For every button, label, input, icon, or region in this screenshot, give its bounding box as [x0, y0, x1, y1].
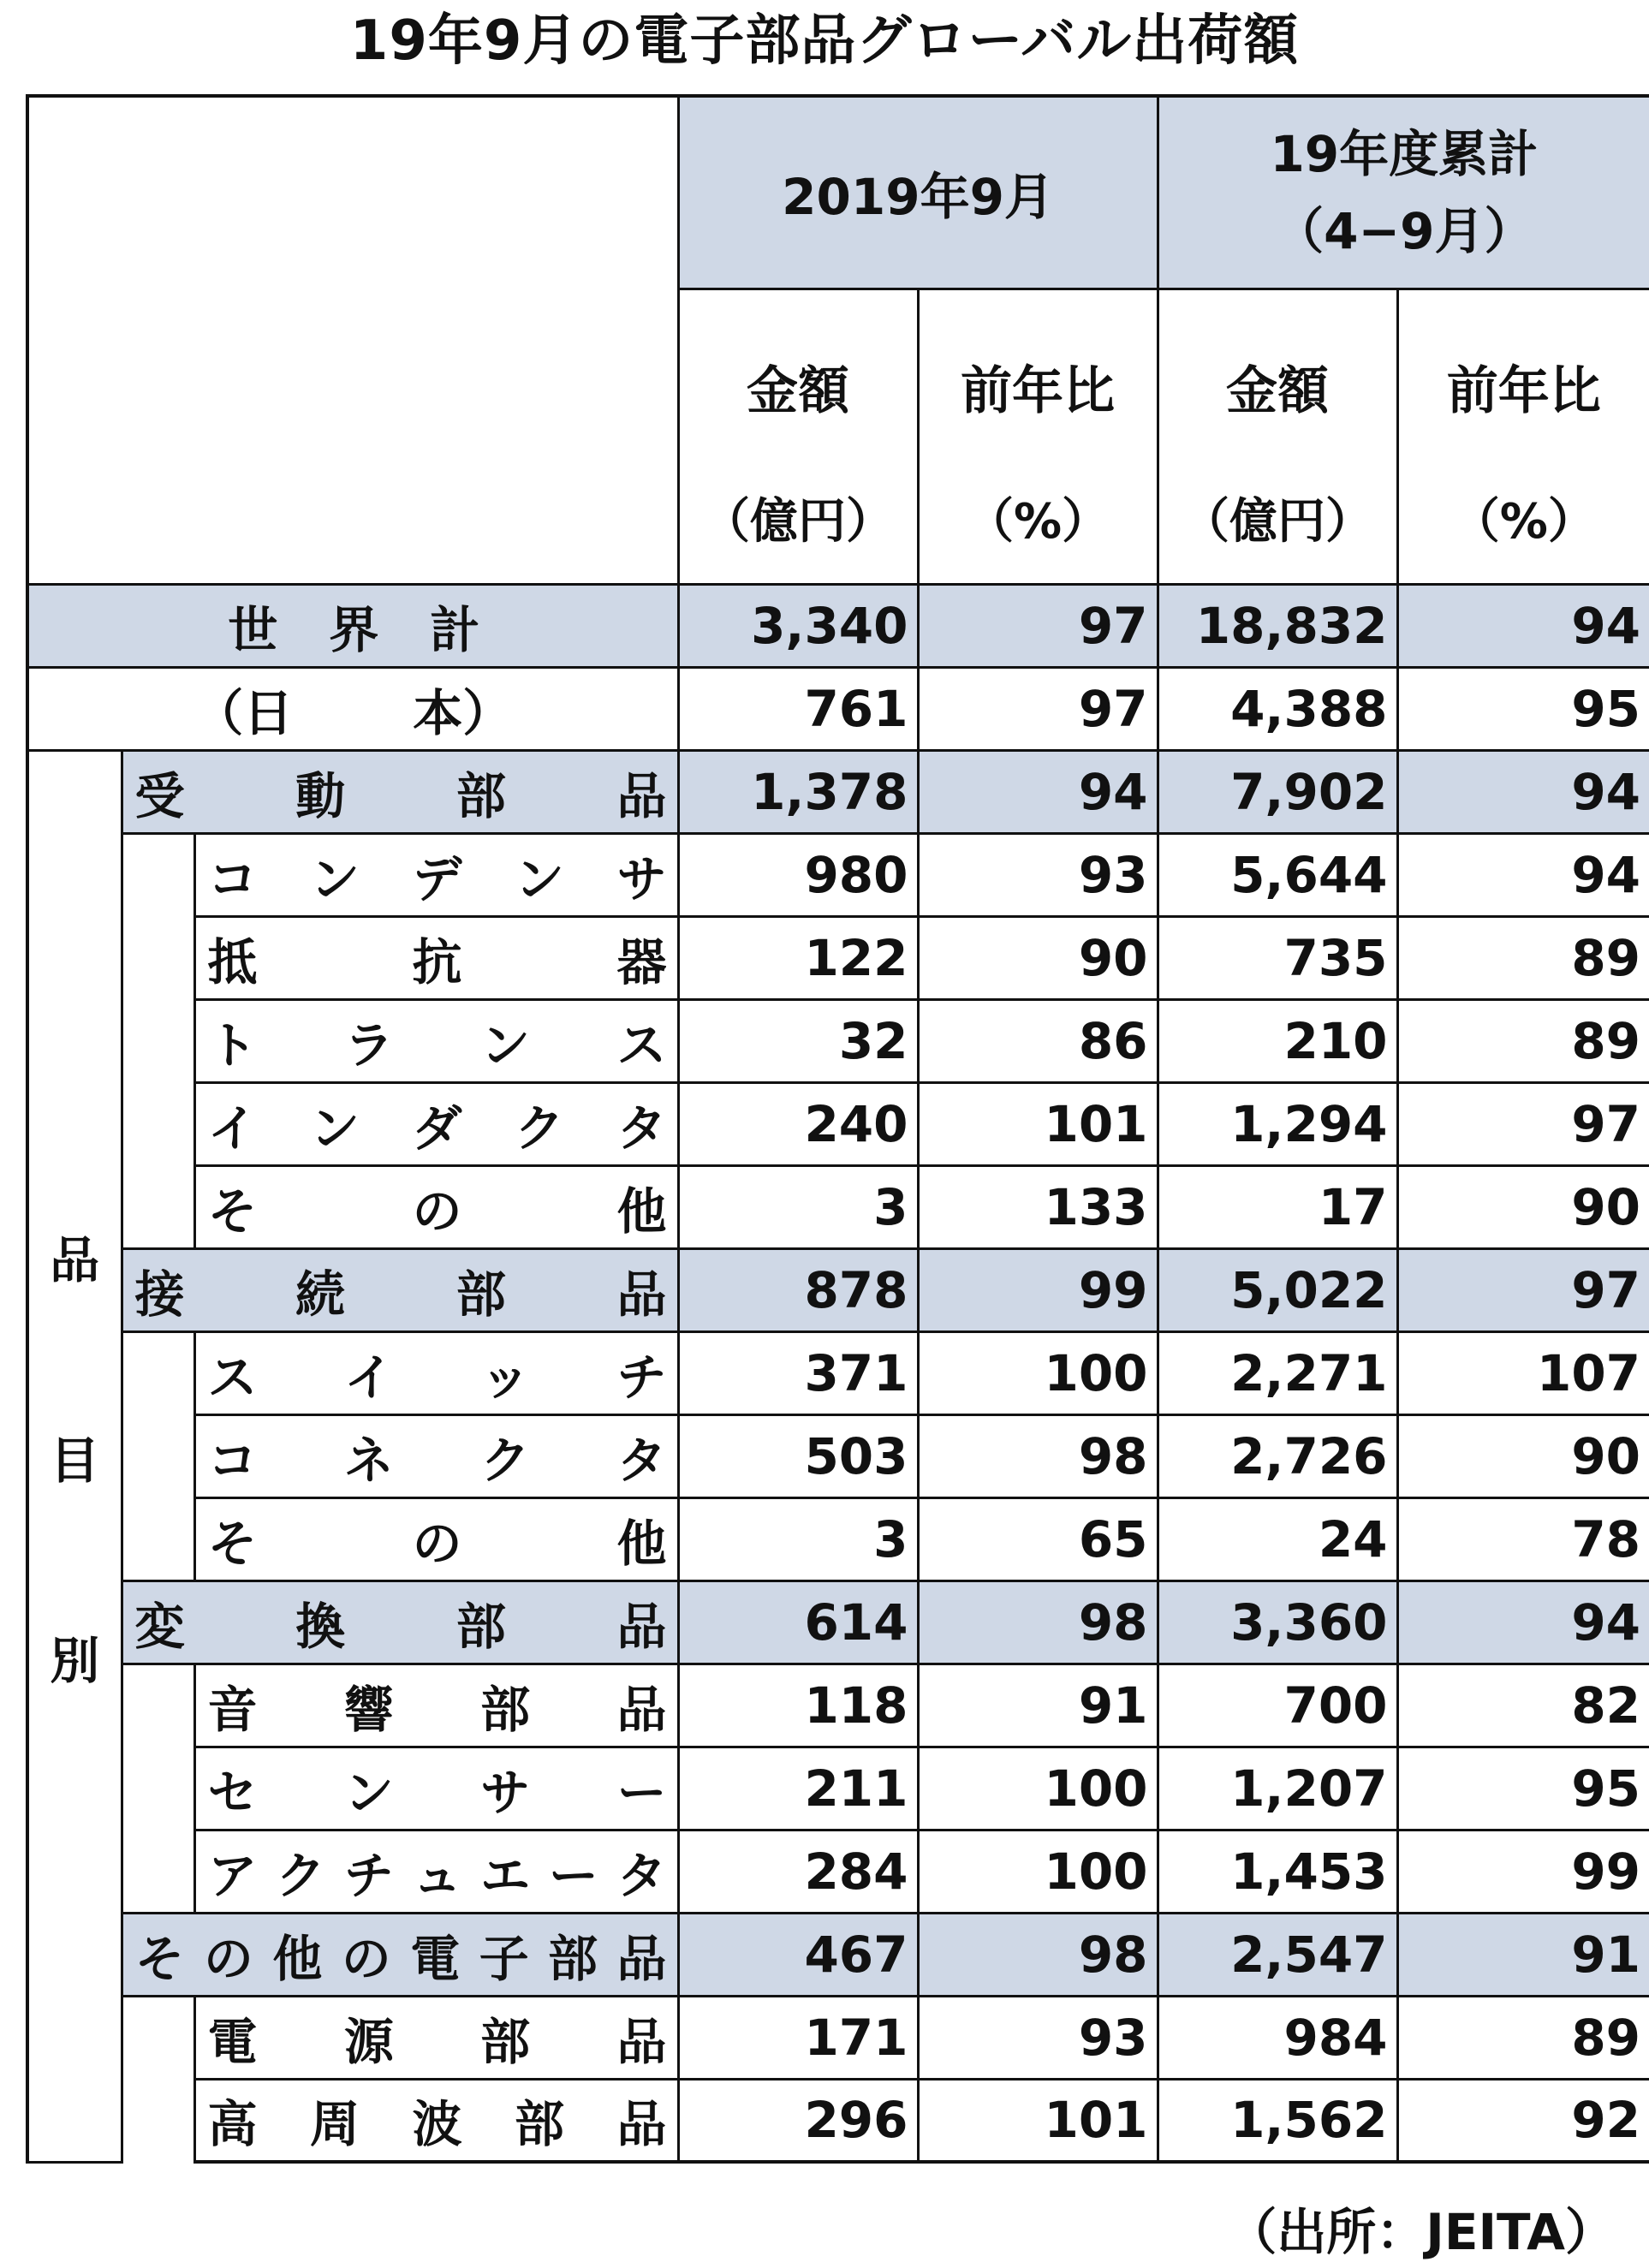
- table-row: [27, 1580, 1649, 1664]
- table-row: [27, 667, 1649, 750]
- header-ratio-label: 前年比: [1446, 360, 1601, 421]
- item-label-text: [196, 2084, 677, 2156]
- cum-amount-cell: 1,207: [1158, 1747, 1397, 1830]
- item-label-text-char: 品: [616, 1680, 667, 1739]
- item-label-text-char: ュ: [412, 1846, 462, 1905]
- group-label-text-char: 続: [295, 1265, 346, 1324]
- cum-ratio-cell: 89: [1397, 916, 1649, 999]
- cum-ratio-cell: 97: [1397, 1082, 1649, 1165]
- group-label-text: [123, 1586, 677, 1658]
- item-label-text: [196, 1005, 677, 1077]
- month-amount-cell: 980: [678, 833, 918, 916]
- item-label-text-char: ン: [310, 1098, 360, 1158]
- cum-amount-cell: 700: [1158, 1664, 1397, 1747]
- group-label-text-char: 部: [455, 1597, 506, 1656]
- item-label-text-char: コ: [207, 1431, 258, 1490]
- item-label-text-char: 部: [515, 2095, 565, 2154]
- table-row: [27, 1747, 1649, 1830]
- month-ratio-cell: 133: [918, 1165, 1158, 1248]
- header-amount-label: 金額: [1226, 360, 1330, 421]
- month-ratio-cell: 101: [918, 1082, 1158, 1165]
- group-label-text-char: 部: [455, 1265, 506, 1324]
- table-row: [27, 1165, 1649, 1248]
- item-label-text-char: ラ: [343, 1015, 394, 1074]
- item-label-text-char: ク: [276, 1846, 326, 1905]
- group-label-text-char: 動: [295, 766, 346, 825]
- month-amount-cell: 240: [678, 1082, 918, 1165]
- cum-ratio-cell: 97: [1397, 1248, 1649, 1331]
- table-row: [27, 1331, 1649, 1414]
- item-label-text-char: セ: [207, 1763, 258, 1822]
- month-amount-cell: 503: [678, 1414, 918, 1497]
- cum-ratio-cell: 91: [1397, 1913, 1649, 1996]
- table-body: [27, 584, 1649, 2162]
- month-ratio-cell: 98: [918, 1414, 1158, 1497]
- item-label-text-char: コ: [207, 849, 258, 908]
- month-amount-cell: 1,378: [678, 750, 918, 833]
- group-label-text-char: 品: [616, 1929, 667, 1988]
- month-ratio-cell: 93: [918, 833, 1158, 916]
- item-label-text-char: ー: [616, 1763, 667, 1822]
- month-amount-cell: 3: [678, 1165, 918, 1248]
- cum-ratio-cell: 94: [1397, 1580, 1649, 1664]
- item-label-text-char: タ: [616, 1098, 667, 1158]
- item-label-text-char: 電: [207, 2012, 258, 2071]
- header-ratio-unit: （%）: [965, 493, 1110, 550]
- cum-ratio-cell: 89: [1397, 999, 1649, 1082]
- item-label-text: [196, 1420, 677, 1492]
- month-ratio-cell: 90: [918, 916, 1158, 999]
- item-label: [194, 1830, 678, 1913]
- world-total-label: [27, 584, 678, 667]
- month-amount-cell: 296: [678, 2079, 918, 2162]
- side-label-char: 品: [50, 1230, 100, 1289]
- item-label-text-char: タ: [616, 1846, 667, 1905]
- header-amount-unit: （億円）: [702, 493, 895, 550]
- cum-amount-cell: 984: [1158, 1996, 1397, 2079]
- item-label-text: [196, 1088, 677, 1160]
- header-amount-label: 金額: [747, 360, 850, 421]
- table-row: [27, 1996, 1649, 2079]
- group-label-text: [123, 1254, 677, 1326]
- group-label: [122, 750, 678, 833]
- group-indent: [122, 1664, 194, 1913]
- world-total-label-text-char: 界: [329, 600, 379, 659]
- cum-amount-cell: 4,388: [1158, 667, 1397, 750]
- cum-ratio-cell: 89: [1397, 1996, 1649, 2079]
- header-amount-unit: （億円）: [1182, 493, 1374, 550]
- item-label-text-char: 器: [616, 932, 667, 991]
- table-row: [27, 916, 1649, 999]
- header-corner: [27, 96, 678, 584]
- cum-ratio-cell: 92: [1397, 2079, 1649, 2162]
- item-label-text-char: の: [412, 1182, 462, 1241]
- group-label-text-char: 部: [548, 1929, 598, 1988]
- group-indent: [122, 1996, 194, 2162]
- cum-ratio-cell: 95: [1397, 1747, 1649, 1830]
- item-label-text: [196, 2002, 677, 2074]
- item-label: [194, 1414, 678, 1497]
- group-label-text-char: そ: [134, 1929, 185, 1988]
- item-label: [194, 1165, 678, 1248]
- item-label-text-char: 響: [343, 1680, 394, 1739]
- cum-amount-cell: 735: [1158, 916, 1397, 999]
- month-ratio-cell: 86: [918, 999, 1158, 1082]
- cum-ratio-cell: 95: [1397, 667, 1649, 750]
- side-label-chars: [29, 1220, 121, 1693]
- item-label: [194, 2079, 678, 2162]
- item-label-text-char: ダ: [412, 1098, 462, 1158]
- cum-amount-cell: 2,726: [1158, 1414, 1397, 1497]
- world-total-label-text-char: 計: [430, 600, 480, 659]
- item-label-text-char: 部: [480, 2012, 531, 2071]
- cum-ratio-cell: 94: [1397, 833, 1649, 916]
- cum-amount-cell: 210: [1158, 999, 1397, 1082]
- group-label-text: [123, 1919, 677, 1991]
- group-label-text-char: 部: [455, 766, 506, 825]
- item-label-text-char: タ: [616, 1431, 667, 1490]
- item-label-text-char: イ: [207, 1098, 258, 1158]
- item-label-text-char: チ: [343, 1846, 394, 1905]
- item-label: [194, 999, 678, 1082]
- table-row: [27, 999, 1649, 1082]
- group-label-text-char: 受: [134, 766, 185, 825]
- item-label-text: [196, 1836, 677, 1908]
- item-label-text-char: ン: [310, 849, 360, 908]
- item-label-text-char: 他: [616, 1182, 667, 1241]
- group-label-text-char: 品: [616, 1597, 667, 1656]
- cum-ratio-cell: 82: [1397, 1664, 1649, 1747]
- month-amount-cell: 3: [678, 1497, 918, 1580]
- cum-ratio-cell: 94: [1397, 584, 1649, 667]
- item-label-text: [196, 1753, 677, 1825]
- item-label-text: [196, 1337, 677, 1409]
- group-label-text-char: 換: [295, 1597, 346, 1656]
- cum-amount-cell: 24: [1158, 1497, 1397, 1580]
- item-label-text-char: ー: [548, 1846, 598, 1905]
- item-label-text-char: エ: [480, 1846, 531, 1905]
- japan-label-text-char: （日: [193, 683, 294, 742]
- page-title: 19年9月の電子部品グローバル出荷額: [349, 9, 1300, 73]
- item-label: [194, 1082, 678, 1165]
- header-period-month-label: 2019年9月: [782, 167, 1054, 226]
- month-ratio-cell: 97: [918, 584, 1158, 667]
- item-label-text-char: ス: [207, 1348, 258, 1407]
- table-row: [27, 750, 1649, 833]
- group-label-text-char: 電: [410, 1929, 461, 1988]
- month-ratio-cell: 101: [918, 2079, 1158, 2162]
- cum-amount-cell: 1,453: [1158, 1830, 1397, 1913]
- group-label-text-char: 品: [616, 766, 667, 825]
- item-label-text-char: ッ: [480, 1348, 531, 1407]
- month-amount-cell: 32: [678, 999, 918, 1082]
- group-label-text-char: 品: [616, 1265, 667, 1324]
- month-amount-cell: 371: [678, 1331, 918, 1414]
- item-label-text-char: サ: [480, 1763, 531, 1822]
- world-total-label-text-char: 世: [228, 600, 278, 659]
- item-label-text-char: 抵: [207, 932, 258, 991]
- cum-ratio-cell: 78: [1397, 1497, 1649, 1580]
- month-amount-cell: 122: [678, 916, 918, 999]
- source-note: （出所：JEITA）: [1227, 2203, 1615, 2261]
- item-label-text: [196, 922, 677, 994]
- month-ratio-cell: 65: [918, 1497, 1158, 1580]
- cum-amount-cell: 2,547: [1158, 1913, 1397, 1996]
- item-label-text-char: そ: [207, 1514, 258, 1573]
- shipment-table-container: [26, 94, 1649, 2183]
- header-cumulative-line1: 19年度累計: [1270, 124, 1539, 183]
- month-ratio-cell: 93: [918, 1996, 1158, 2079]
- item-label-text-char: 源: [343, 2012, 394, 2071]
- header-period-cumulative: [1158, 96, 1649, 289]
- header-ratio-1: [918, 289, 1158, 584]
- item-label: [194, 916, 678, 999]
- item-label: [194, 1996, 678, 2079]
- item-label-text-char: ン: [480, 1015, 531, 1074]
- month-ratio-cell: 100: [918, 1747, 1158, 1830]
- month-amount-cell: 467: [678, 1913, 918, 1996]
- cum-ratio-cell: 90: [1397, 1414, 1649, 1497]
- cum-ratio-cell: 90: [1397, 1165, 1649, 1248]
- item-label-text-char: ク: [515, 1098, 565, 1158]
- group-indent: [122, 1331, 194, 1580]
- month-ratio-cell: 97: [918, 667, 1158, 750]
- table-row: [27, 1497, 1649, 1580]
- cum-amount-cell: 5,644: [1158, 833, 1397, 916]
- item-label-text: [196, 1503, 677, 1575]
- cum-amount-cell: 18,832: [1158, 584, 1397, 667]
- item-label-text-char: デ: [412, 849, 462, 908]
- item-label-text-char: ネ: [343, 1431, 394, 1490]
- item-label-text-char: サ: [616, 849, 667, 908]
- month-ratio-cell: 98: [918, 1913, 1158, 1996]
- group-label-text-char: 子: [479, 1929, 529, 1988]
- month-amount-cell: 171: [678, 1996, 918, 2079]
- item-label-text-char: 周: [310, 2095, 360, 2154]
- month-amount-cell: 3,340: [678, 584, 918, 667]
- cum-ratio-cell: 94: [1397, 750, 1649, 833]
- table-row: [27, 584, 1649, 667]
- table-row: [27, 1830, 1649, 1913]
- month-amount-cell: 614: [678, 1580, 918, 1664]
- cum-ratio-cell: 99: [1397, 1830, 1649, 1913]
- month-amount-cell: 211: [678, 1747, 918, 1830]
- item-label-text-char: 音: [207, 1680, 258, 1739]
- table-row: [27, 833, 1649, 916]
- item-label: [194, 1747, 678, 1830]
- item-label: [194, 1497, 678, 1580]
- item-label: [194, 1664, 678, 1747]
- item-label-text-char: ス: [616, 1015, 667, 1074]
- header-ratio-label: 前年比: [961, 360, 1116, 421]
- item-label-text-char: ク: [480, 1431, 531, 1490]
- cum-amount-cell: 5,022: [1158, 1248, 1397, 1331]
- japan-label-text: [29, 673, 677, 745]
- table-row: [27, 1082, 1649, 1165]
- item-label-text: [196, 839, 677, 911]
- header-period-month: [678, 96, 1158, 289]
- group-label-text: [123, 756, 677, 828]
- shipment-table: [26, 94, 1649, 2164]
- item-label-text-char: 抗: [412, 932, 462, 991]
- item-label-text-char: イ: [343, 1348, 394, 1407]
- table-row: [27, 1414, 1649, 1497]
- month-ratio-cell: 98: [918, 1580, 1158, 1664]
- item-label-text-char: そ: [207, 1182, 258, 1241]
- table-row: [27, 2079, 1649, 2162]
- month-amount-cell: 761: [678, 667, 918, 750]
- side-label-char: 目: [50, 1431, 100, 1490]
- cum-ratio-cell: 107: [1397, 1331, 1649, 1414]
- item-label-text-char: の: [412, 1514, 462, 1573]
- cum-amount-cell: 1,562: [1158, 2079, 1397, 2162]
- group-label: [122, 1248, 678, 1331]
- cum-amount-cell: 3,360: [1158, 1580, 1397, 1664]
- table-row: [27, 1248, 1649, 1331]
- month-amount-cell: 878: [678, 1248, 918, 1331]
- item-label: [194, 833, 678, 916]
- item-label-text-char: ン: [515, 849, 565, 908]
- header-ratio-2: [1397, 289, 1649, 584]
- item-label-text: [196, 1171, 677, 1243]
- item-category-side-label: [27, 750, 122, 2162]
- item-label-text-char: 部: [480, 1680, 531, 1739]
- group-label-text-char: 接: [134, 1265, 185, 1324]
- month-ratio-cell: 91: [918, 1664, 1158, 1747]
- table-row: [27, 1664, 1649, 1747]
- world-total-label-text: [29, 590, 677, 662]
- japan-label: [27, 667, 678, 750]
- item-label-text: [196, 1670, 677, 1741]
- cum-amount-cell: 2,271: [1158, 1331, 1397, 1414]
- group-label-text-char: の: [341, 1929, 391, 1988]
- header-amount-1: [678, 289, 918, 584]
- group-label: [122, 1913, 678, 1996]
- group-indent: [122, 833, 194, 1248]
- month-ratio-cell: 100: [918, 1331, 1158, 1414]
- item-label-text-char: ア: [207, 1846, 258, 1905]
- item-label-text-char: 波: [412, 2095, 462, 2154]
- side-label-char: 別: [50, 1631, 100, 1690]
- item-label-text-char: ト: [207, 1015, 258, 1074]
- month-amount-cell: 118: [678, 1664, 918, 1747]
- item-label-text-char: ン: [343, 1763, 394, 1822]
- month-ratio-cell: 100: [918, 1830, 1158, 1913]
- header-ratio-unit: （%）: [1451, 493, 1596, 550]
- group-label: [122, 1580, 678, 1664]
- item-label: [194, 1331, 678, 1414]
- group-label-text-char: の: [203, 1929, 253, 1988]
- month-ratio-cell: 94: [918, 750, 1158, 833]
- item-label-text-char: 他: [616, 1514, 667, 1573]
- cum-amount-cell: 1,294: [1158, 1082, 1397, 1165]
- group-label-text-char: 他: [272, 1929, 323, 1988]
- group-label-text-char: 変: [134, 1597, 185, 1656]
- item-label-text-char: 品: [616, 2012, 667, 2071]
- item-label-text-char: 高: [207, 2095, 258, 2154]
- header-cumulative-line2: （4−9月）: [1274, 201, 1534, 260]
- month-ratio-cell: 99: [918, 1248, 1158, 1331]
- table-row: [27, 1913, 1649, 1996]
- item-label-text-char: 品: [616, 2095, 667, 2154]
- item-label-text-char: チ: [616, 1348, 667, 1407]
- month-amount-cell: 284: [678, 1830, 918, 1913]
- japan-label-text-char: 本）: [413, 683, 513, 742]
- header-amount-2: [1158, 289, 1397, 584]
- cum-amount-cell: 17: [1158, 1165, 1397, 1248]
- cum-amount-cell: 7,902: [1158, 750, 1397, 833]
